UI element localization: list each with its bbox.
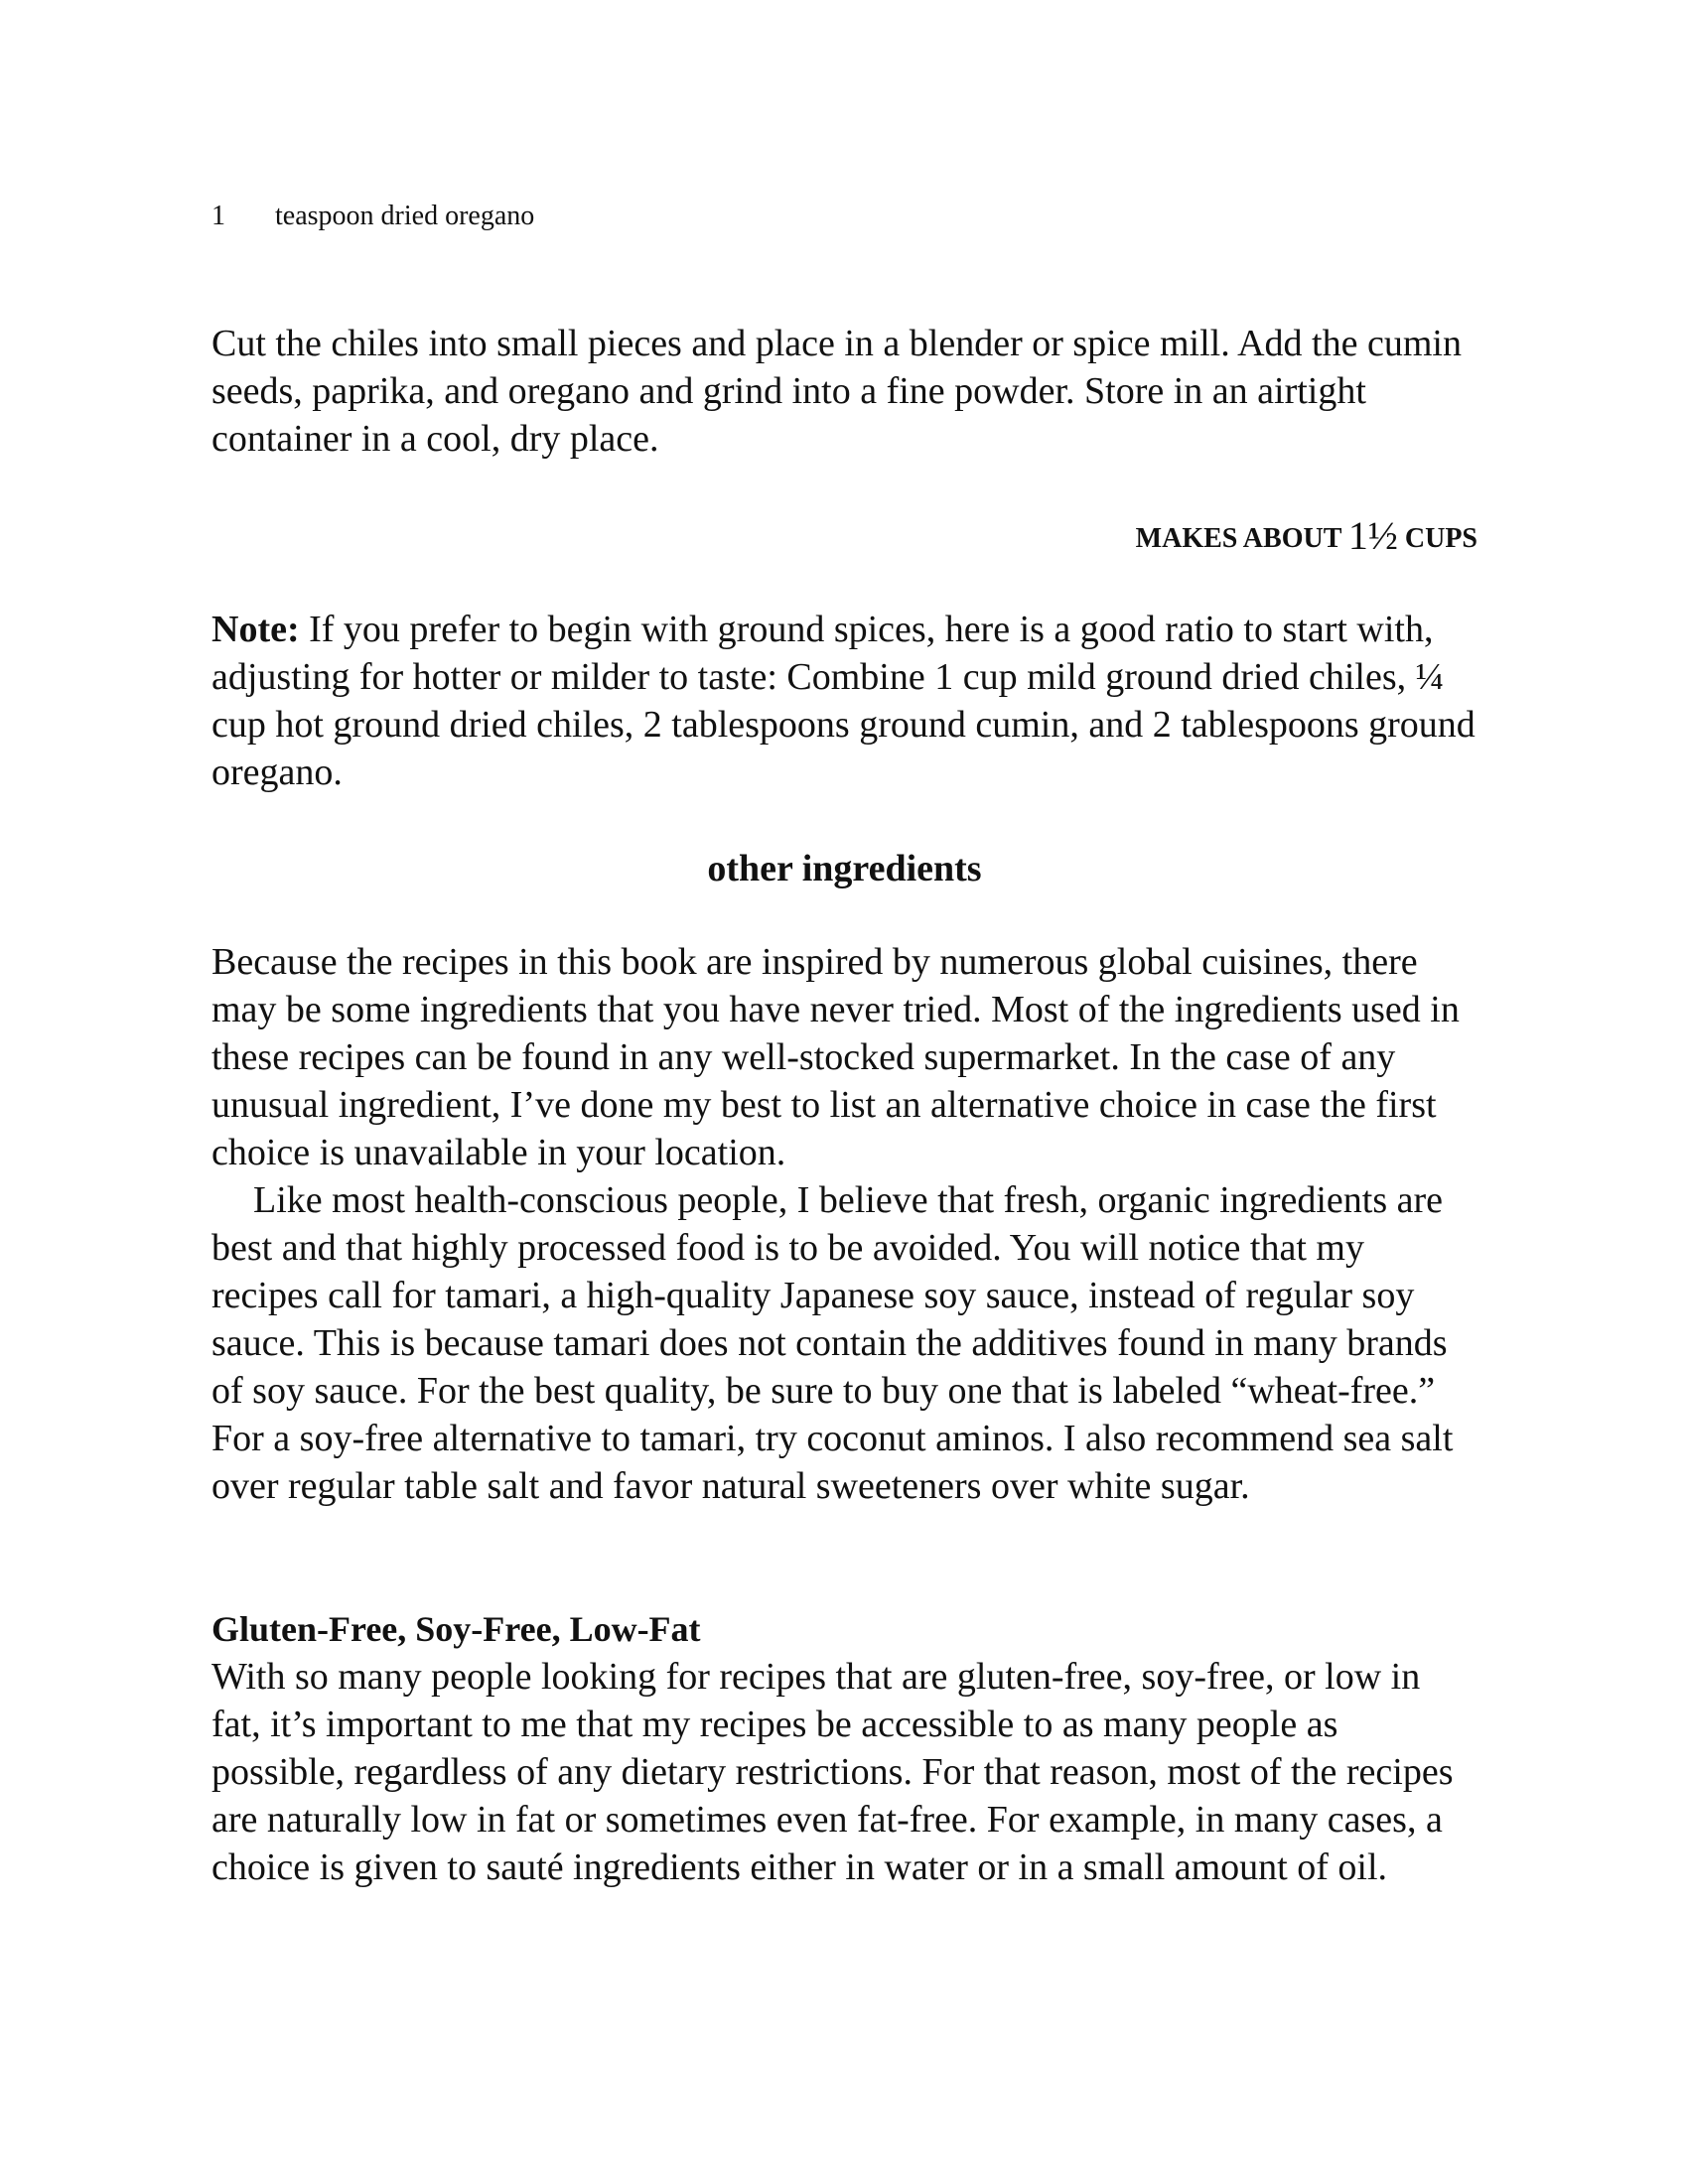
note-text: If you prefer to begin with ground spices, here is a good ratio to start with, adjusting for hotter or milder to taste: Combine 1 cup mild ground dried chiles, ¼ cup hot ground dried chiles, 2 tablespoons ground cumin, and 2 tablespoons ground oregano. [211,609,1476,793]
section-heading: other ingredients [707,848,982,889]
ingredient-quantity: 1 [211,201,225,231]
book-page [211,0,1477,2184]
yield-prefix: MAKES ABOUT [1135,523,1341,554]
method-paragraph: Cut the chiles into small pieces and place in a blender or spice mill. Add the cumin seeds, paprika, and oregano and grind into a fine powder. Store in an airtight container in a cool, dry place. [211,323,1462,460]
ingredient-text: teaspoon dried oregano [275,201,535,231]
yield-suffix: CUPS [1404,523,1477,554]
note-label: Note: [211,609,300,650]
section-paragraph: Like most health-conscious people, I believe that fresh, organic ingredients are best and that highly processed food is to be avoided. You will notice that my recipes call for tamari, a high-quality Japanese soy sauce, instead of regular soy sauce. This is because tamari does not contain the additives found in many brands of soy sauce. For the best quality, be sure to buy one that is labeled “wheat-free.” For a soy-free alternative to tamari, try coconut aminos. I also recommend sea salt over regular table salt and favor natural sweeteners over white sugar. [211,1179,1454,1507]
subsection-paragraph: With so many people looking for recipes that are gluten-free, soy-free, or low in fat, it’s important to me that my recipes be accessible to as many people as possible, regardless of any dietary restrictions. For that reason, most of the recipes are naturally low in fat or sometimes even fat-free. For example, in many cases, a choice is given to sauté ingredients either in water or in a small amount of oil. [211,1656,1454,1888]
section-paragraph: Because the recipes in this book are inspired by numerous global cuisines, there may be some ingredients that you have never tried. Most of the ingredients used in these recipes can be found in any well-stocked supermarket. In the case of any unusual ingredient, I’ve done my best to list an alternative choice in case the first choice is unavailable in your location. [211,941,1460,1173]
yield-line [1136,511,1477,564]
note-paragraph [211,606,1477,796]
subsection-heading: Gluten-Free, Soy-Free, Low-Fat [211,1609,701,1649]
ingredient-line [211,200,534,233]
yield-amount: 1½ [1347,513,1398,558]
